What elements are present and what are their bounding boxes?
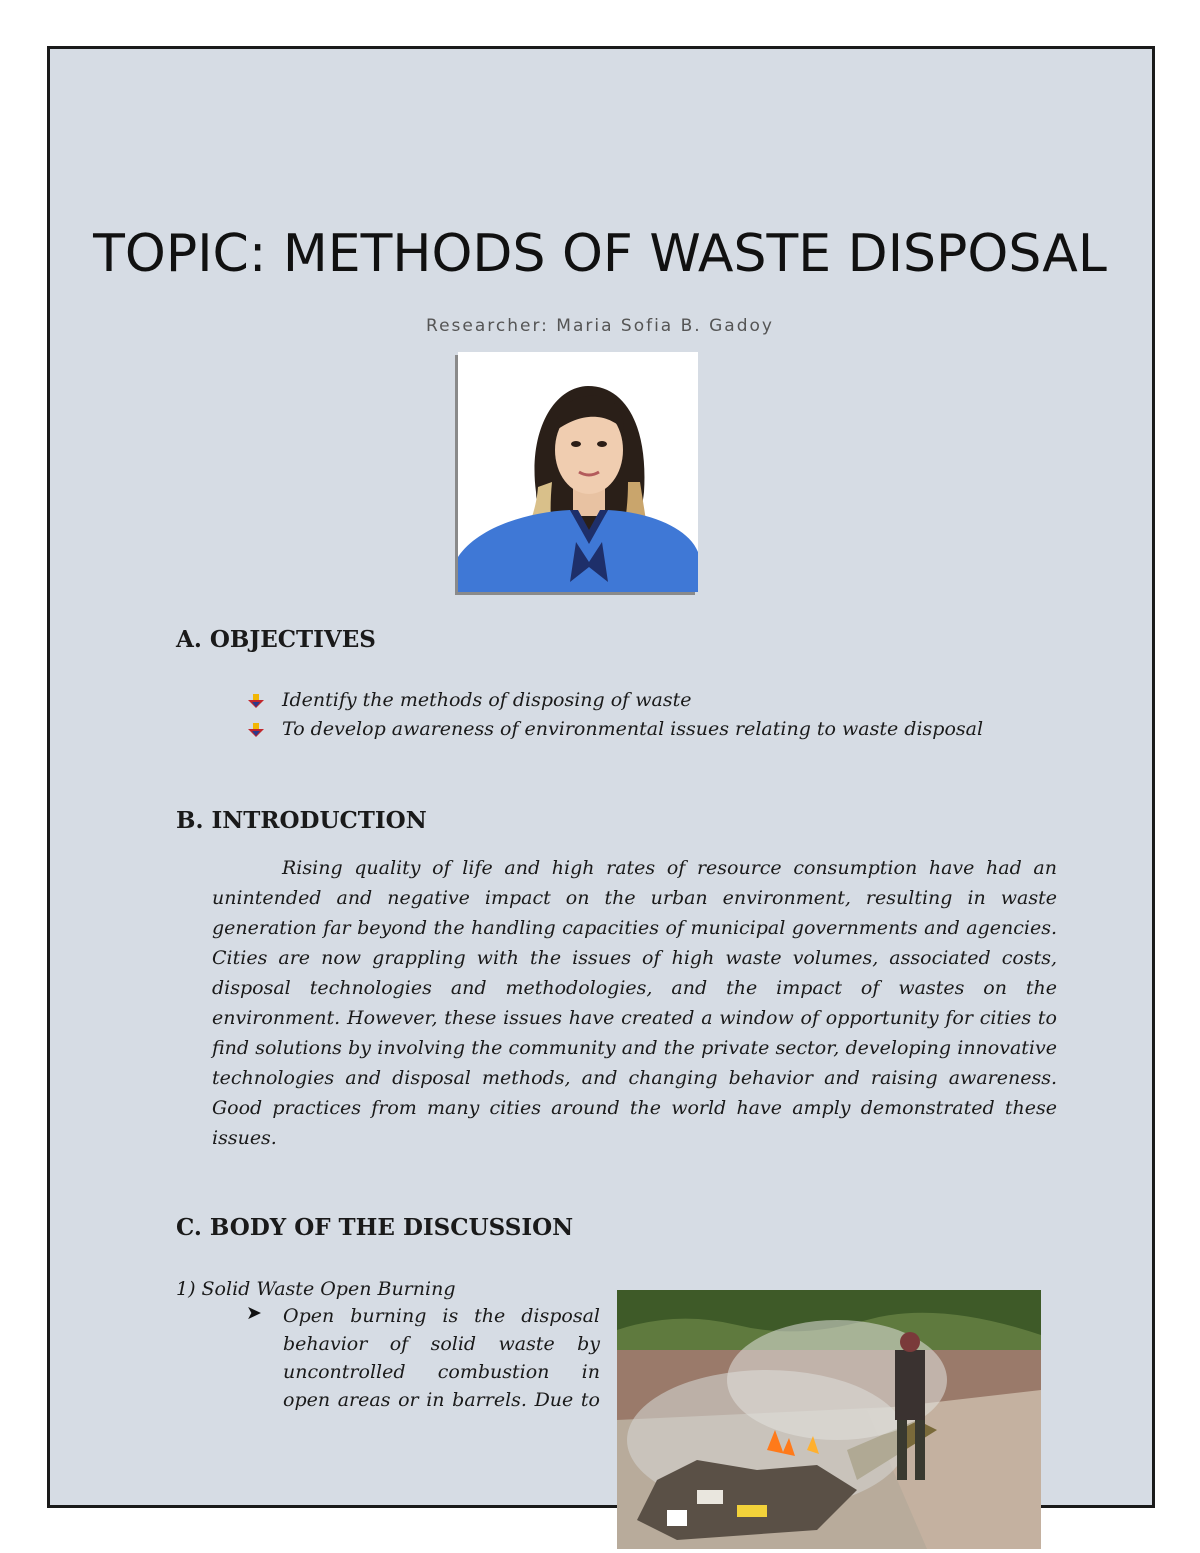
section-heading-objectives: A. OBJECTIVES [176,626,376,653]
objective-text: Identify the methods of disposing of waste [282,689,692,711]
section-heading-body: C. BODY OF THE DISCUSSION [176,1214,574,1241]
researcher-name: Researcher: Maria Sofia B. Gadoy [426,316,774,336]
list-item [246,686,983,715]
arrow-down-bullet-icon [248,694,264,708]
arrowhead-bullet-icon: ➤ [246,1302,262,1324]
objectives-list [246,686,983,744]
objective-text: To develop awareness of environmental issues relating to waste disposal [282,718,984,740]
list-item [246,715,983,744]
open-burning-photo [617,1290,1041,1549]
subsection-title: 1) Solid Waste Open Burning [176,1278,456,1300]
page-title: TOPIC: METHODS OF WASTE DISPOSAL [93,223,1107,284]
introduction-paragraph: Rising quality of life and high rates of resource consumption have had an unintended and negative impact on the urban environment, resulting in waste generation far beyond the handling capacities of municipal governments and agencies. Cities are now grappling with the issues of high waste volumes, associated costs, disposal technologies and methodologies, and the impact of wastes on the environment. However, these issues have created a window of opportunity for cities to find solutions by involving the community and the private sector, developing innovative technologies and disposal methods, and changing behavior and raising awareness. Good practices from many cities around the world have amply demonstrated these issues. [212,857,1057,1149]
section-heading-introduction: B. INTRODUCTION [176,807,427,834]
subsection-text: Open burning is the disposal behavior of solid waste by uncontrolled combustion in open areas or in barrels. Due to [283,1305,600,1411]
researcher-photo [458,352,698,592]
arrow-down-bullet-icon [248,723,264,737]
